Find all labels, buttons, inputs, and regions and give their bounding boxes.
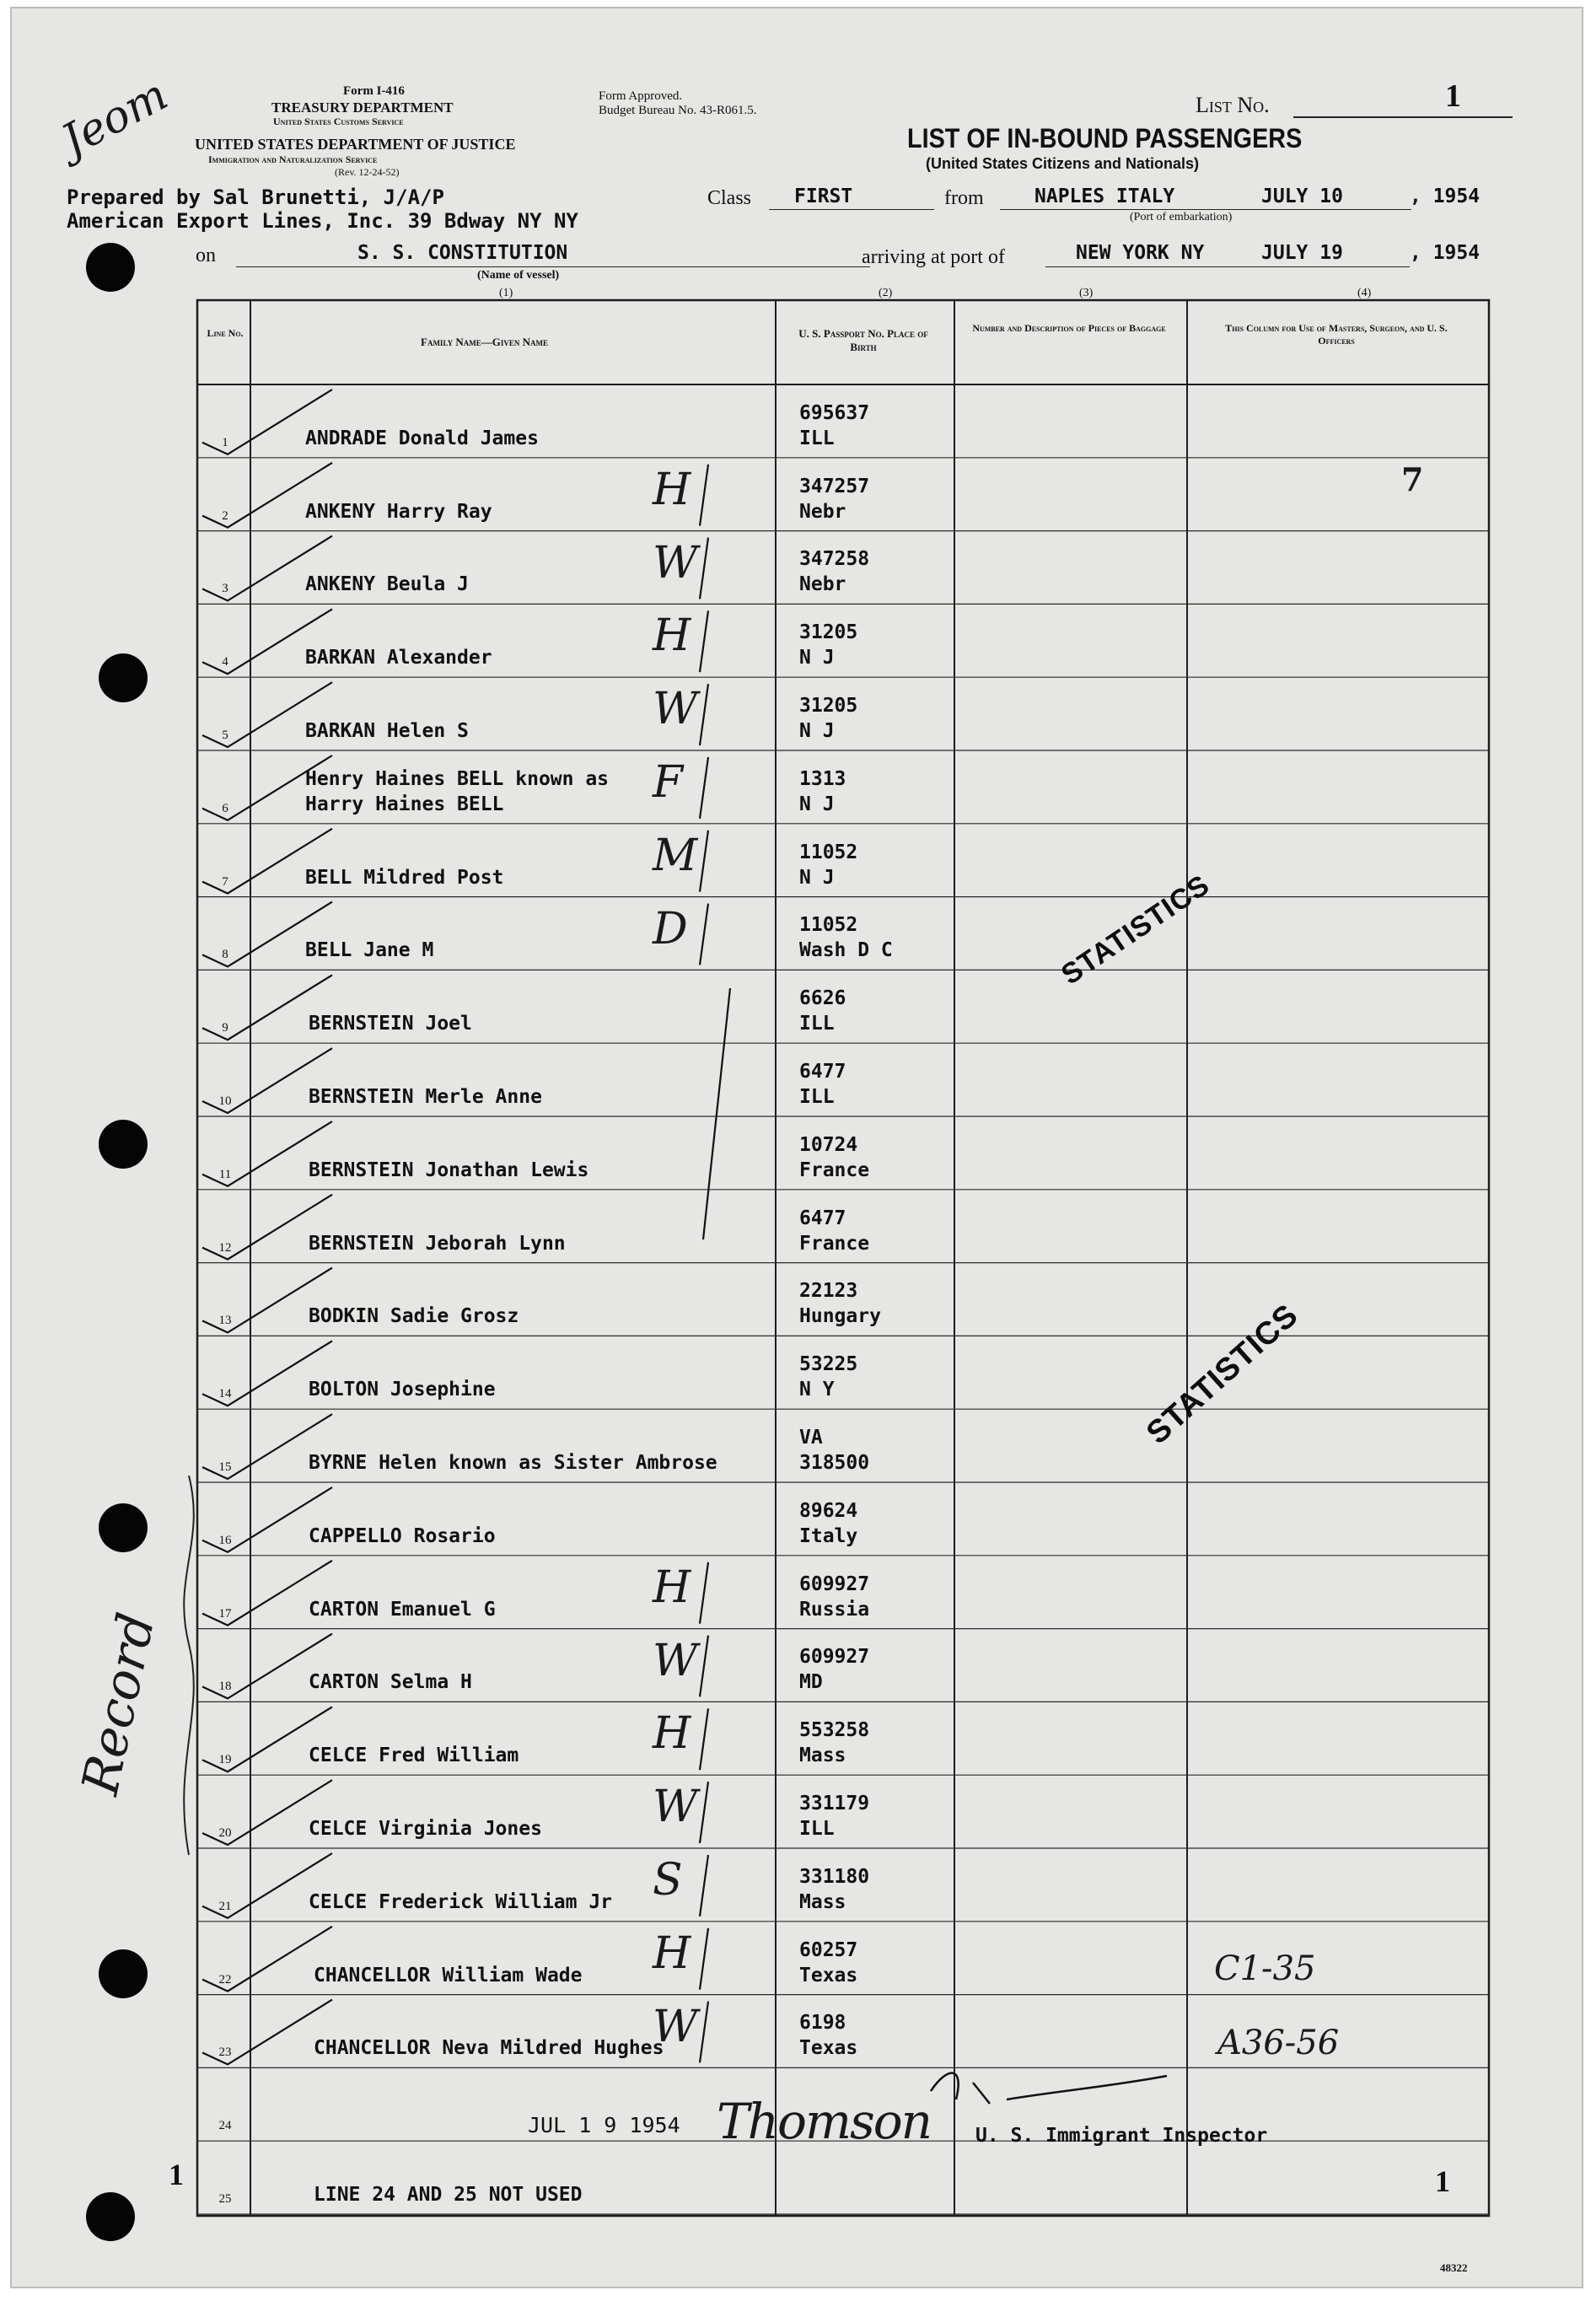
arrival-port: NEW YORK NY <box>1076 242 1205 264</box>
place-of-birth: ILL <box>799 427 835 449</box>
line-number: 20 <box>218 1826 232 1840</box>
relationship-mark: W <box>653 1635 698 1686</box>
place-of-birth: Russia <box>799 1598 870 1621</box>
statistics-stamp: STATISTICS <box>1140 1297 1306 1452</box>
col-header-name: Family Name—Given Name <box>421 336 549 348</box>
relationship-mark: D <box>653 903 688 954</box>
line-number: 10 <box>218 1094 232 1108</box>
passenger-name: ANDRADE Donald James <box>305 427 539 449</box>
passenger-name: CARTON Selma H <box>309 1671 472 1694</box>
passenger-name: BARKAN Helen S <box>305 720 469 742</box>
inspector-label: U. S. Immigrant Inspector <box>975 2125 1268 2147</box>
col-num-2: (2) <box>879 287 893 299</box>
tally-slash <box>700 757 708 819</box>
passenger-name: BELL Jane M <box>305 939 434 962</box>
passenger-name: LINE 24 AND 25 NOT USED <box>314 2184 583 2206</box>
passenger-name: BYRNE Helen known as Sister Ambrose <box>309 1452 717 1474</box>
tally-slash <box>700 831 708 892</box>
passport-number: 553258 <box>799 1719 870 1742</box>
place-of-birth: France <box>799 1159 870 1181</box>
arrival-date: JULY 19 <box>1261 242 1343 264</box>
passenger-name: CHANCELLOR Neva Mildred Hughes <box>314 2037 664 2060</box>
col-header-line-no: Line No. <box>207 327 244 339</box>
place-of-birth: N J <box>799 866 835 889</box>
line-number: 16 <box>218 1533 232 1547</box>
justice-label: UNITED STATES DEPARTMENT OF JUSTICE <box>195 136 516 153</box>
line-number: 25 <box>218 2192 232 2206</box>
place-of-birth: Mass <box>799 1745 846 1767</box>
relationship-mark: M <box>653 830 698 881</box>
place-of-birth: Texas <box>799 2037 858 2060</box>
margin-bracket <box>164 1476 214 1863</box>
relationship-mark: W <box>653 537 698 589</box>
relationship-mark: F <box>653 757 684 808</box>
passport-number: 31205 <box>799 695 858 717</box>
place-of-birth: Italy <box>799 1524 858 1547</box>
document-page <box>10 7 1583 2288</box>
line-number: 15 <box>218 1460 232 1474</box>
prepared-by: Prepared by Sal Brunetti, J/A/P <box>67 185 444 209</box>
relationship-mark: W <box>653 684 698 735</box>
line-number: 7 <box>222 874 228 889</box>
passenger-name: ANKENY Harry Ray <box>305 500 492 523</box>
signature-flourish <box>922 2057 1175 2125</box>
line-number: 21 <box>218 1899 232 1913</box>
tally-slash <box>700 538 708 599</box>
treasury-label: TREASURY DEPARTMENT <box>271 99 454 116</box>
passport-number: 347257 <box>799 475 870 497</box>
officer-note-row2: 7 <box>1401 460 1424 498</box>
passenger-name: ANKENY Beula J <box>305 573 469 596</box>
page-title: LIST OF IN-BOUND PASSENGERS <box>907 123 1303 153</box>
place-of-birth: Mass <box>799 1890 846 1913</box>
place-of-birth: MD <box>799 1671 823 1694</box>
line-number: 22 <box>218 1972 232 1986</box>
passenger-name: BERNSTEIN Merle Anne <box>309 1086 542 1108</box>
tally-slash <box>700 684 708 745</box>
arrival-year: , 1954 <box>1410 242 1480 264</box>
line-number: 2 <box>222 508 228 523</box>
from-year: , 1954 <box>1410 185 1480 207</box>
line-number: 4 <box>222 655 228 669</box>
passenger-name: CELCE Virginia Jones <box>309 1818 542 1840</box>
form-code: 48322 <box>1440 2261 1468 2274</box>
line-number: 8 <box>222 948 228 962</box>
tally-slash <box>700 465 708 526</box>
col-header-passport: U. S. Passport No. Place of Birth <box>798 327 928 353</box>
on-label: on <box>196 245 216 266</box>
relationship-mark: H <box>653 464 691 515</box>
passenger-name: BELL Mildred Post <box>305 866 504 889</box>
signature: Thomson <box>717 2093 931 2150</box>
passport-number: VA <box>799 1427 823 1449</box>
officer-note-row22: C1-35 <box>1214 1949 1316 1988</box>
approved-label: Form Approved. <box>599 89 683 103</box>
col-num-4: (4) <box>1357 287 1372 299</box>
passport-number: 10724 <box>799 1133 858 1156</box>
corner-note: Jeom <box>53 69 176 167</box>
line-number: 14 <box>218 1387 232 1401</box>
passport-number: 609927 <box>799 1646 870 1669</box>
place-of-birth: N J <box>799 720 835 742</box>
tally-slash <box>700 1636 708 1697</box>
passport-number: 609927 <box>799 1573 870 1595</box>
tally-slash <box>700 904 708 965</box>
passport-number: 347258 <box>799 548 870 571</box>
line-number: 3 <box>222 582 228 596</box>
passenger-name: BARKAN Alexander <box>305 647 492 669</box>
place-of-birth: Hungary <box>799 1305 881 1328</box>
class-label: Class <box>707 187 752 209</box>
passenger-name: BODKIN Sadie Grosz <box>309 1305 519 1328</box>
passenger-name: CARTON Emanuel G <box>309 1598 496 1621</box>
passenger-name: BERNSTEIN Joel <box>309 1013 472 1035</box>
passenger-name: CELCE Frederick William Jr <box>309 1890 613 1913</box>
line-number: 17 <box>218 1606 232 1621</box>
place-of-birth: France <box>799 1232 870 1255</box>
page-subtitle: (United States Citizens and Nationals) <box>926 155 1200 172</box>
place-of-birth: N Y <box>799 1379 835 1401</box>
passport-number: 695637 <box>799 401 870 424</box>
passenger-name: BERNSTEIN Jonathan Lewis <box>309 1159 589 1181</box>
passenger-name-alias: Harry Haines BELL <box>305 793 504 815</box>
from-date: JULY 10 <box>1261 185 1343 207</box>
place-of-birth: ILL <box>799 1013 835 1035</box>
passenger-name: BERNSTEIN Jeborah Lynn <box>309 1232 566 1255</box>
arriving-label: arriving at port of <box>862 246 1005 268</box>
tally-slash <box>700 1708 708 1770</box>
line-number: 6 <box>222 801 228 815</box>
place-of-birth: ILL <box>799 1818 835 1840</box>
date-stamp: JUL 1 9 1954 <box>528 2113 680 2137</box>
relationship-mark: H <box>653 1562 691 1613</box>
place-of-birth: 318500 <box>799 1452 870 1474</box>
tally-slash <box>700 1928 708 1990</box>
passport-number: 6626 <box>799 987 846 1010</box>
relationship-mark: H <box>653 1927 691 1979</box>
passport-number: 31205 <box>799 621 858 644</box>
line-number: 12 <box>218 1240 232 1255</box>
tally-slash <box>700 610 708 672</box>
place-of-birth: N J <box>799 647 835 669</box>
relationship-mark: W <box>653 1782 698 1833</box>
line-number: 13 <box>218 1314 232 1328</box>
statistics-stamp: STATISTICS <box>1056 868 1216 992</box>
col-header-baggage: Number and Description of Pieces of Baggage <box>972 322 1166 334</box>
family-tally-line <box>703 988 730 1239</box>
tally-slash <box>700 1782 708 1843</box>
officer-note-row23: A36-56 <box>1217 2024 1340 2062</box>
place-of-birth: Texas <box>799 1964 858 1986</box>
passport-number: 331179 <box>799 1793 870 1814</box>
passport-number: 6477 <box>799 1061 846 1083</box>
line-number: 11 <box>218 1167 232 1181</box>
passenger-name: CAPPELLO Rosario <box>309 1524 496 1547</box>
place-of-birth: ILL <box>799 1086 835 1108</box>
tally-slash <box>700 1562 708 1624</box>
passenger-name: CELCE Fred William <box>309 1745 519 1767</box>
line-number: 5 <box>222 728 228 742</box>
line-number: 1 <box>222 435 228 449</box>
passport-number: 6477 <box>799 1207 846 1229</box>
budget-label: Budget Bureau No. 43-R061.5. <box>599 104 757 117</box>
passport-number: 331180 <box>799 1865 870 1888</box>
passport-number: 11052 <box>799 841 858 863</box>
relationship-mark: H <box>653 610 691 662</box>
relationship-mark: H <box>653 1708 691 1760</box>
page-number-left: 1 <box>169 2158 184 2191</box>
passport-number: 6198 <box>799 2012 846 2035</box>
line-number: 23 <box>218 2046 232 2060</box>
relationship-mark: S <box>653 1855 683 1906</box>
tally-slash <box>700 2002 708 2063</box>
line-number: 9 <box>222 1021 228 1035</box>
form-number: Form I-416 <box>343 84 405 98</box>
vessel-caption: (Name of vessel) <box>477 269 560 282</box>
col-num-1: (1) <box>499 287 513 299</box>
passport-number: 22123 <box>799 1280 858 1303</box>
passport-number: 11052 <box>799 914 858 937</box>
from-label: from <box>944 187 984 209</box>
passport-number: 53225 <box>799 1353 858 1376</box>
passenger-name: CHANCELLOR William Wade <box>314 1964 583 1986</box>
page-number-right: 1 <box>1435 2164 1450 2198</box>
passenger-name: BOLTON Josephine <box>309 1379 496 1401</box>
ins-label: Immigration and Naturalization Service <box>208 153 378 165</box>
col-num-3: (3) <box>1079 287 1094 299</box>
passenger-name: Henry Haines BELL known as <box>305 767 610 790</box>
passport-number: 60257 <box>799 1938 858 1961</box>
line-number: 18 <box>218 1680 232 1694</box>
embark-caption: (Port of embarkation) <box>1130 211 1233 223</box>
place-of-birth: Nebr <box>799 500 846 523</box>
col-header-officers: This Column for Use of Masters, Surgeon, and U. S. Officers <box>1225 322 1448 347</box>
vessel-name: S. S. CONSTITUTION <box>357 242 568 264</box>
tally-slash <box>700 1855 708 1917</box>
company: American Export Lines, Inc. 39 Bdway NY NY <box>67 209 578 233</box>
place-of-birth: Nebr <box>799 573 846 596</box>
line-number: 24 <box>218 2119 232 2133</box>
relationship-mark: W <box>653 2001 698 2052</box>
passport-number: 1313 <box>799 767 846 790</box>
margin-note: Record <box>71 1608 167 1800</box>
place-of-birth: Wash D C <box>799 939 893 962</box>
passport-number: 89624 <box>799 1499 858 1522</box>
from-port: NAPLES ITALY <box>1034 185 1175 207</box>
line-number: 19 <box>218 1753 232 1767</box>
list-no-value: 1 <box>1445 78 1461 114</box>
class-value: FIRST <box>794 185 853 207</box>
place-of-birth: N J <box>799 793 835 815</box>
list-no-label: List No. <box>1196 93 1270 117</box>
rev-label: (Rev. 12-24-52) <box>335 166 400 178</box>
customs-label: United States Customs Service <box>273 116 404 127</box>
